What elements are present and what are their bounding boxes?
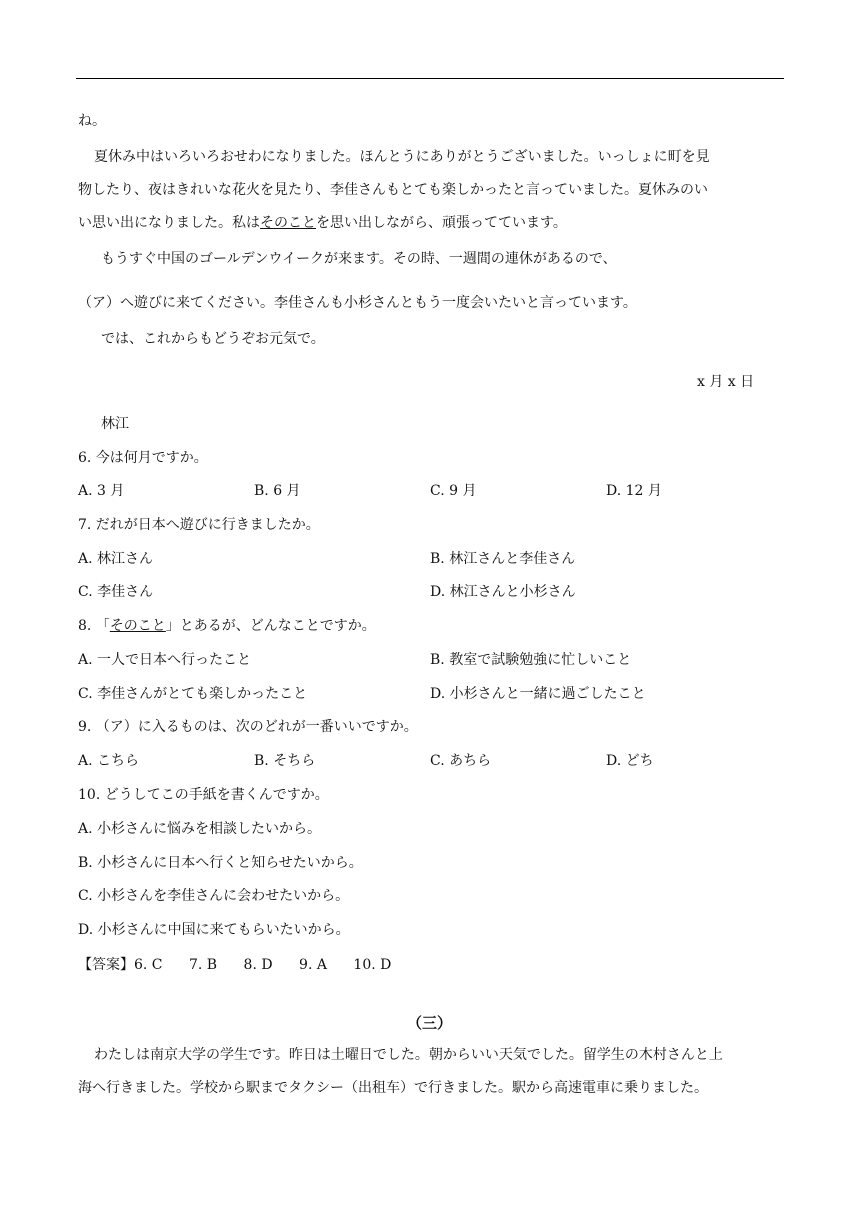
- question-6-option-d: D. 12 月: [606, 483, 662, 499]
- letter-paragraph-1-line-3: [78, 214, 567, 232]
- question-10-option-d: D. 小杉さんに中国に来てもらいたいから。: [78, 922, 350, 938]
- question-6-option-b: B. 6 月: [254, 483, 301, 499]
- text-segment: い思い出になりました。私は: [78, 215, 260, 231]
- question-9-option-d: D. どち: [606, 753, 654, 769]
- question-7-option-c: C. 李佳さん: [78, 584, 154, 600]
- question-8-option-c: C. 李佳さんがとても楽しかったこと: [78, 686, 308, 702]
- question-10-option-c: C. 小杉さんを李佳さんに会わせたいから。: [78, 888, 350, 904]
- underlined-phrase: そのこと: [260, 215, 316, 231]
- answer-label: 【答案】: [78, 957, 134, 973]
- answer-key: [78, 956, 391, 974]
- letter-signature: 林江: [101, 416, 129, 432]
- answer-item: 7. B: [188, 957, 218, 973]
- letter-line: ね。: [78, 113, 106, 129]
- question-6-stem: 6. 今は何月ですか。: [78, 450, 208, 466]
- text-segment: を思い出しながら、頑張ってています。: [316, 215, 567, 231]
- question-9-stem: 9. （ア）に入るものは、次のどれが一番いいですか。: [78, 719, 418, 735]
- question-8-stem: [78, 617, 376, 635]
- question-7-option-d: D. 林江さんと小杉さん: [430, 584, 576, 600]
- question-8-option-b: B. 教室で試験勉強に忙しいこと: [430, 652, 632, 668]
- letter-date: x 月 x 日: [697, 374, 755, 390]
- question-7-stem: 7. だれが日本へ遊びに行きましたか。: [78, 517, 320, 533]
- section-3-line-2: 海へ行きました。学校から駅までタクシー（出租车）で行きました。駅から高速電車に乗りました。: [78, 1080, 708, 1096]
- letter-closing: では、これからもどうぞお元気で。: [101, 331, 325, 347]
- question-10-option-b: B. 小杉さんに日本へ行くと知らせたいから。: [78, 855, 363, 871]
- underlined-phrase: そのこと: [109, 618, 166, 634]
- question-6-option-c: C. 9 月: [430, 483, 477, 499]
- answer-item: 6. C: [134, 957, 163, 973]
- text-segment: 8. 「: [78, 618, 110, 634]
- question-9-option-b: B. そちら: [254, 753, 316, 769]
- question-7-option-b: B. 林江さんと李佳さん: [430, 551, 576, 567]
- letter-paragraph-1-line-1: 夏休み中はいろいろおせわになりました。ほんとうにありがとうございました。いっしょに町を見: [94, 149, 710, 165]
- question-8-option-a: A. 一人で日本へ行ったこと: [78, 652, 252, 668]
- question-10-stem: 10. どうしてこの手紙を書くんですか。: [78, 787, 329, 803]
- text-segment: 」とあるが、どんなことですか。: [165, 618, 376, 634]
- question-7-option-a: A. 林江さん: [78, 551, 154, 567]
- letter-paragraph-1-line-2: 物したり、夜はきれいな花火を見たり、李佳さんもとても楽しかったと言っていました。夏休みのい: [78, 182, 708, 198]
- header-rule: [76, 78, 784, 79]
- question-10-option-a: A. 小杉さんに悩みを相談したいから。: [78, 821, 322, 837]
- question-8-option-d: D. 小杉さんと一緒に過ごしたこと: [430, 686, 646, 702]
- letter-paragraph-2-line-2: （ア）へ遊びに来てください。李佳さんも小杉さんともう一度会いたいと言っています。: [78, 295, 637, 311]
- question-6-option-a: A. 3 月: [78, 483, 125, 499]
- answer-item: 10. D: [353, 957, 392, 973]
- letter-paragraph-2-line-1: もうすぐ中国のゴールデンウイークが来ます。その時、一週間の連休があるので、: [101, 251, 617, 267]
- section-3-line-1: わたしは南京大学の学生です。昨日は土曜日でした。朝からいい天気でした。留学生の木村さんと上: [94, 1047, 723, 1063]
- section-3-title: （三）: [407, 1014, 453, 1032]
- question-9-option-a: A. こちら: [78, 753, 140, 769]
- answer-item: 9. A: [299, 957, 327, 973]
- answer-item: 8. D: [243, 957, 273, 973]
- question-9-option-c: C. あちら: [430, 753, 492, 769]
